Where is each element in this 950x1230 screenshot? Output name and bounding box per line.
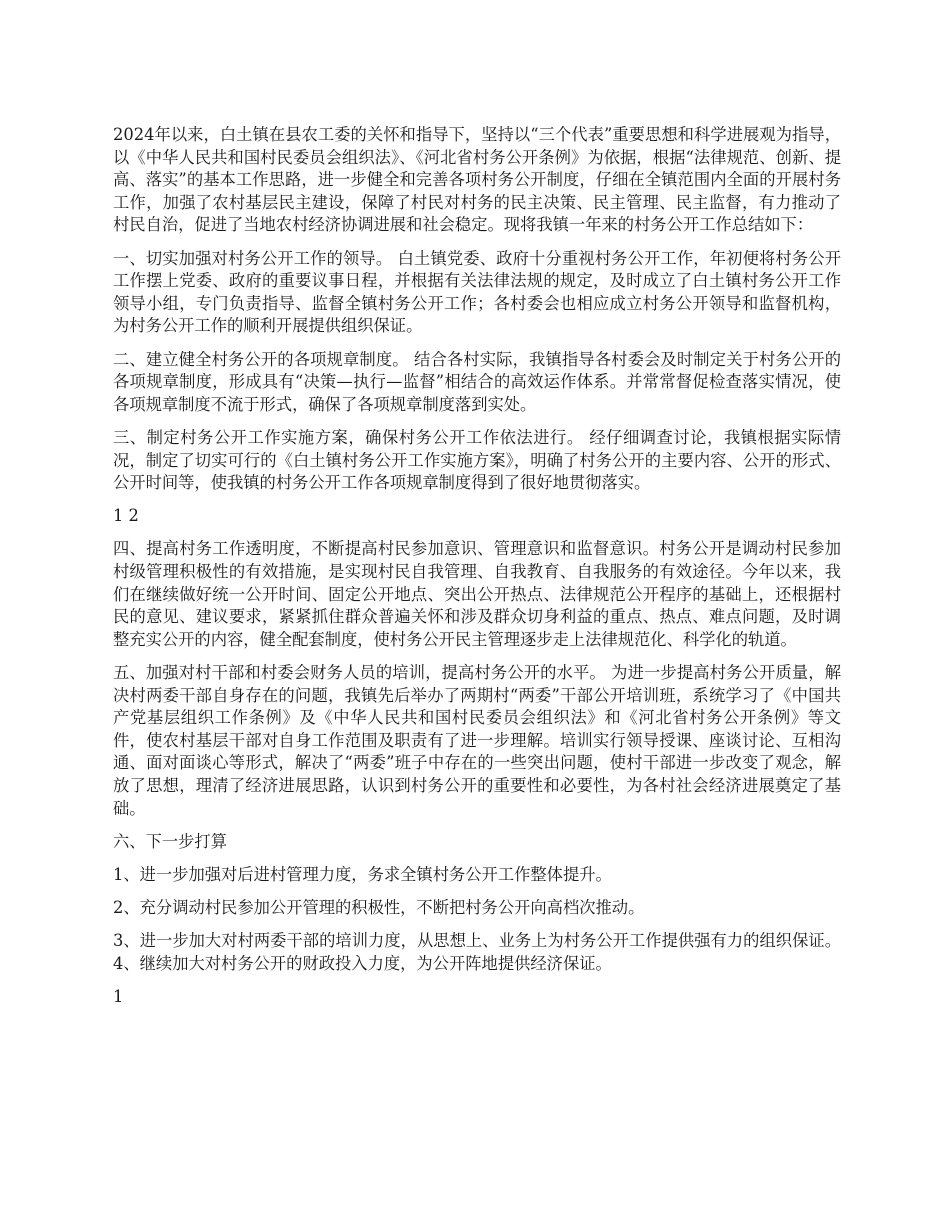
plan-item-3-4: 3、进一步加大对村两委干部的培训力度，从思想上、业务上为村务公开工作提供强有力的组织保证。4、继续加大对村务公开的财政投入力度，为公开阵地提供经济保证。: [113, 931, 841, 973]
document-page: [113, 124, 841, 1019]
section-5-paragraph: 五、加强对村干部和村委会财务人员的培训，提高村务公开的水平。 为进一步提高村务公开质量，解决村两委干部自身存在的问题，我镇先后举办了两期村“两委”干部公开培训班，系统学习了《中国共产党基层组织工作条例》及《中华人民共和国村民委员会组织法》和《河北省村务公开条例》等文件，使农村基层干部对自身工作范围及职责有了进一步理解。培训实行领导授课、座谈讨论、互相沟通、面对面谈心等形式，解决了“两委”班子中存在的一些突出问题，使村干部进一步改变了观念，解放了思想，理清了经济进展思路，认识到村务公开的重要性和必要性，为各村社会经济进展奠定了基础。: [113, 663, 841, 818]
section-3-paragraph: 三、制定村务公开工作实施方案，确保村务公开工作依法进行。 经仔细调查讨论，我镇根据实际情况，制定了切实可行的《白土镇村务公开工作实施方案》，明确了村务公开的主要内容、公开的形式、公开时间等，使我镇的村务公开工作各项规章制度得到了很好地贯彻落实。: [113, 427, 841, 493]
section-4-paragraph: 四、提高村务工作透明度，不断提高村民参加意识、管理意识和监督意识。村务公开是调动村民参加村级管理积极性的有效措施，是实现村民自我管理、自我教育、自我服务的有效途径。今年以来，我们在继续做好统一公开时间、固定公开地点、突出公开热点、法律规范公开程序的基础上，还根据村民的意见、建议要求，紧紧抓住群众普遍关怀和涉及群众切身利益的重点、热点、难点问题，及时调整充实公开的内容，健全配套制度，使村务公开民主管理逐步走上法律规范化、科学化的轨道。: [113, 539, 841, 649]
intro-paragraph: 2024年以来，白土镇在县农工委的关怀和指导下，坚持以“三个代表”重要思想和科学进展观为指导，以《中华人民共和国村民委员会组织法》、《河北省村务公开条例》为依据，根据“法律规范、创新、提高、落实”的基本工作思路，进一步健全和完善各项村务公开制度，仔细在全镇范围内全面的开展村务工作，加强了农村基层民主建设，保障了村民对村务的民主决策、民主管理、民主监督，有力推动了村民自治，促进了当地农村经济协调进展和社会稳定。现将我镇一年来的村务公开工作总结如下：: [113, 125, 841, 235]
section-6-heading: 六、下一步打算: [113, 831, 227, 851]
plan-item-1: 1、进一步加强对后进村管理力度，务求全镇村务公开工作整体提升。: [113, 864, 612, 884]
page-marker-1: 1: [113, 987, 124, 1007]
plan-item-2: 2、充分调动村民参加公开管理的积极性，不断把村务公开向高档次推动。: [113, 898, 645, 918]
page-marker-1-2: 1 2: [113, 506, 139, 526]
section-1-paragraph: 一、切实加强对村务公开工作的领导。 白土镇党委、政府十分重视村务公开工作，年初便将村务公开工作摆上党委、政府的重要议事日程，并根据有关法律法规的规定，及时成立了白土镇村务公开工作领导小组，专门负责指导、监督全镇村务公开工作；各村委会也相应成立村务公开领导和监督机构，为村务公开工作的顺利开展提供组织保证。: [113, 248, 841, 336]
section-2-paragraph: 二、建立健全村务公开的各项规章制度。 结合各村实际，我镇指导各村委会及时制定关于村务公开的各项规章制度，形成具有“决策—执行—监督”相结合的高效运作体系。并常常督促检查落实情况，使各项规章制度不流于形式，确保了各项规章制度落到实处。: [113, 349, 841, 414]
